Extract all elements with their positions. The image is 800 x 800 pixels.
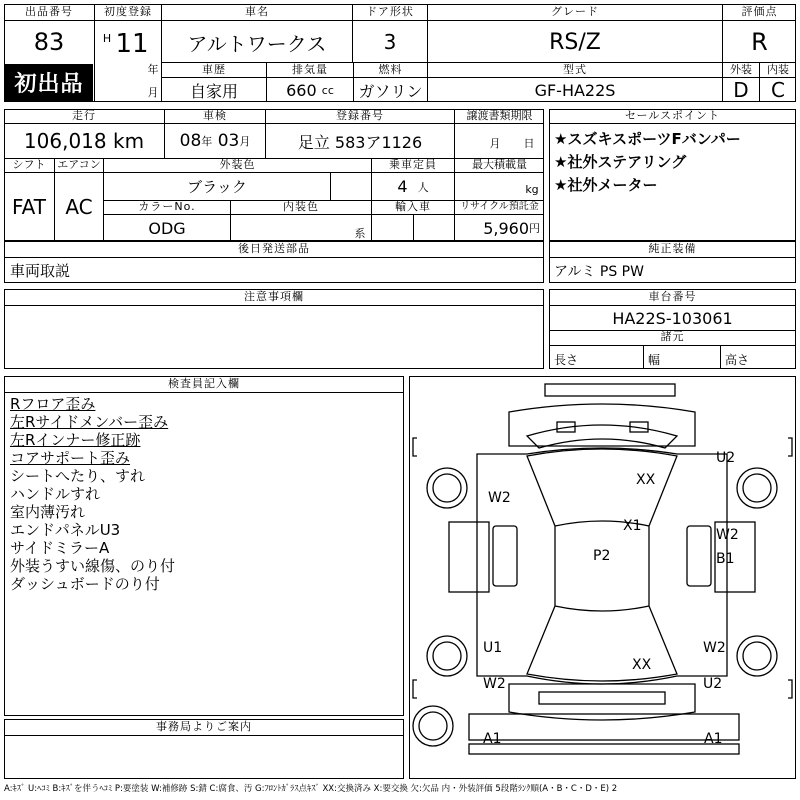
inspector-line: 外装うすい線傷、のり付 <box>10 557 176 575</box>
inspector-line: 室内薄汚れ <box>10 503 86 521</box>
ext-label: 外装 <box>730 63 752 76</box>
recycle-label: リサイクル預託金 <box>460 201 539 212</box>
spec-height: 高さ <box>725 353 750 367</box>
damage-mark: P2 <box>593 548 611 564</box>
era: H <box>102 31 112 45</box>
car-name-label: 車名 <box>245 5 269 18</box>
notes-label: 注意事項欄 <box>244 290 304 303</box>
plate-number: 足立 583ア1126 <box>297 132 423 152</box>
int-rating: C <box>771 78 785 102</box>
mileage-label: 走行 <box>72 109 96 122</box>
inspector-line: ダッシュボードのり付 <box>10 575 160 593</box>
damage-mark: A1 <box>483 731 502 747</box>
damage-mark: X1 <box>623 518 642 534</box>
inspector-line: エンドパネルU3 <box>10 521 121 539</box>
int-label: 内装 <box>767 63 789 76</box>
damage-mark: W2 <box>483 676 506 692</box>
load-unit: kg <box>525 182 539 196</box>
chassis-number: HA22S-103061 <box>612 308 733 328</box>
fuel: ガソリン <box>358 81 423 101</box>
inspector-line: コアサポート歪み <box>10 449 131 467</box>
door: 3 <box>383 30 397 54</box>
capacity-label: 乗車定員 <box>389 158 437 171</box>
month-unit: 月 <box>147 86 159 99</box>
damage-mark: B1 <box>716 551 735 567</box>
history: 自家用 <box>189 81 238 101</box>
genuine-equip-value: アルミ PS PW <box>554 264 644 280</box>
model-code: GF-HA22S <box>534 80 616 100</box>
inspector-label: 検査員記入欄 <box>168 377 240 390</box>
later-parts-value: 車両取説 <box>10 262 71 280</box>
int-color-unit: 系 <box>354 227 366 240</box>
displacement: 660 cc <box>286 80 334 100</box>
damage-mark: U2 <box>703 676 723 692</box>
damage-mark: A1 <box>704 731 723 747</box>
damage-mark: W2 <box>488 490 511 506</box>
damage-mark: XX <box>636 472 656 488</box>
color: ブラック <box>187 178 247 196</box>
inspector-line: ハンドルすれ <box>10 485 101 503</box>
ext-rating: D <box>733 78 749 102</box>
chassis-label: 車台番号 <box>648 290 697 303</box>
inspector-line: 左Rサイドメンバー歪み <box>10 413 169 431</box>
transfer-month: 月 <box>489 137 501 150</box>
shift-label: シフト <box>12 158 46 171</box>
sales-point-2: ★社外ステアリング <box>554 153 687 171</box>
spec-length: 長さ <box>554 353 579 367</box>
score-label: 評価点 <box>741 5 778 18</box>
score: R <box>751 28 768 56</box>
damage-mark: U1 <box>483 640 503 656</box>
model-label: 型式 <box>563 63 587 76</box>
color-label: 外装色 <box>219 158 256 171</box>
specs-label: 諸元 <box>660 330 685 343</box>
lot-no-label: 出品番号 <box>25 5 73 18</box>
inspector-line: サイドミラーA <box>10 539 110 557</box>
import-label: 輸入車 <box>395 200 431 213</box>
first-reg-label: 初度登録 <box>104 5 152 18</box>
door-label: ドア形状 <box>366 5 414 18</box>
load-label: 最大積載量 <box>472 158 527 171</box>
displacement-label: 排気量 <box>292 63 328 76</box>
later-parts-label: 後日発送部品 <box>238 242 310 255</box>
fuel-label: 燃料 <box>378 63 403 76</box>
inspection-label: 車検 <box>203 109 227 122</box>
car-diagram-icon <box>409 376 796 779</box>
grade-label: グレード <box>551 5 599 18</box>
legend: A:ｷｽﾞ U:ﾍｺﾐ B:ｷｽﾞを伴うﾍｺﾐ P:要塗装 W:補修跡 S:錆 C:腐食、汚 G:ﾌﾛﾝﾄｶﾞﾗｽ点ｷｽﾞ XX:交換済み X:要交換 欠:欠品 内・外装評価 5段階ﾗﾝｸ順(A・B・C・D・E) 2 <box>4 784 618 794</box>
damage-mark: XX <box>632 657 652 673</box>
lot-no: 83 <box>33 28 65 56</box>
transfer-day: 日 <box>523 137 535 150</box>
transfer-doc-label: 譲渡書類期限 <box>466 109 533 122</box>
color-no-label: カラーNo. <box>138 200 196 213</box>
inspector-lines <box>10 395 175 593</box>
office-label: 事務局よりご案内 <box>156 720 252 733</box>
inspector-line: Rフロア歪み <box>10 395 96 413</box>
inspection-expiry: 08 年 03 月 <box>179 131 251 151</box>
recycle-fee: 5,960 円 <box>483 218 540 238</box>
ac: AC <box>65 195 93 219</box>
color-no: ODG <box>148 218 186 238</box>
int-color-label: 内装色 <box>283 200 319 213</box>
first-listing-badge: 初出品 <box>5 64 93 101</box>
sales-point-1: ★スズキスポーツFバンパー <box>554 130 741 148</box>
damage-mark: U2 <box>716 450 736 466</box>
inspector-line: 左Rインナー修正跡 <box>10 431 141 449</box>
genuine-equip-label: 純正装備 <box>648 242 697 255</box>
inspector-line: シートへたり、すれ <box>10 467 146 485</box>
capacity: 4 人 <box>397 177 429 196</box>
year-unit: 年 <box>147 63 159 76</box>
plate-label: 登録番号 <box>336 109 384 122</box>
sales-points-label: セールスポイント <box>624 109 720 122</box>
car-name: アルトワークス <box>187 31 327 56</box>
reg-year: 11 <box>115 29 149 59</box>
sales-point-3: ★社外メーター <box>554 176 658 194</box>
damage-mark: W2 <box>716 527 739 543</box>
ac-label: エアコン <box>57 158 101 171</box>
mileage: 106,018 km <box>23 129 145 153</box>
grade: RS/Z <box>549 29 601 55</box>
shift: FAT <box>11 195 46 219</box>
damage-mark: W2 <box>703 640 726 656</box>
spec-width: 幅 <box>648 353 661 367</box>
history-label: 車歴 <box>202 63 226 76</box>
